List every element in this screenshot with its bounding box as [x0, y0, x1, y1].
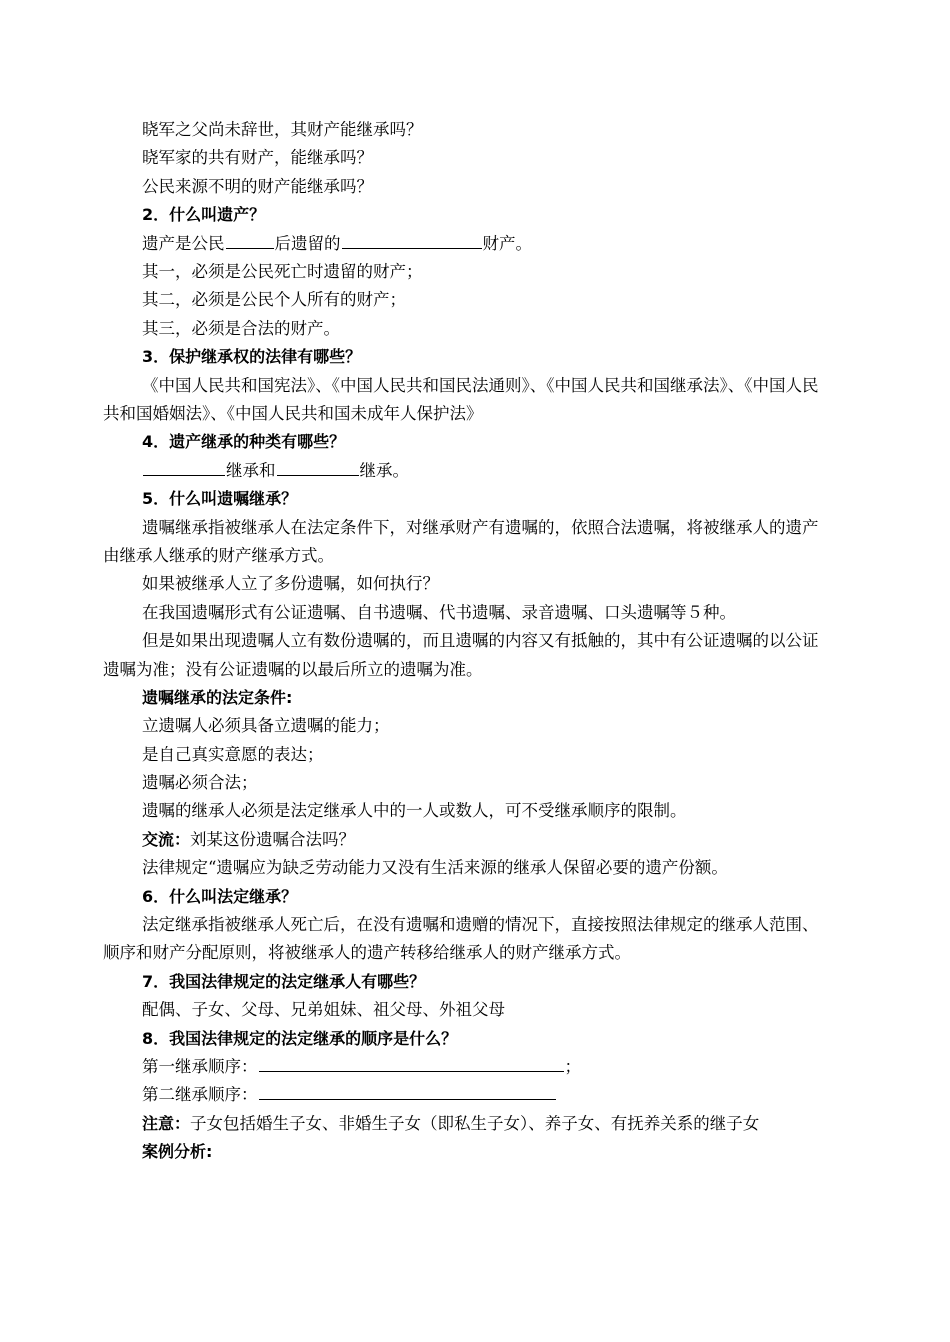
section-heading: 4．遗产继承的种类有哪些？: [142, 432, 346, 452]
section-heading: 7．我国法律规定的法定继承人有哪些？: [142, 971, 426, 991]
text-fragment: 第一继承顺序：: [142, 1057, 258, 1077]
text-fragment: 遗产是公民: [142, 233, 225, 253]
question-line: 公民来源不明的财产能继承吗？: [142, 176, 373, 196]
subheading: 案例分析:: [142, 1142, 213, 1162]
note-paragraph: [103, 1110, 833, 1138]
fill-blank[interactable]: [259, 1053, 564, 1072]
section-heading: 3．保护继承权的法律有哪些？: [142, 347, 362, 367]
fill-blank[interactable]: [342, 230, 482, 249]
paragraph: 配偶、子女、父母、兄弟姐妹、祖父母、外祖父母: [142, 1000, 505, 1020]
fill-in-kinds: [103, 457, 833, 485]
label: 注意：: [142, 1113, 191, 1133]
fill-blank[interactable]: [226, 230, 274, 249]
fill-blank[interactable]: [259, 1081, 556, 1100]
section-heading: 2．什么叫遗产？: [142, 205, 266, 225]
fill-blank[interactable]: [143, 457, 225, 476]
exchange-line: [103, 826, 833, 854]
paragraph: 法定继承指被继承人死亡后，在没有遗嘱和遗赠的情况下，直接按照法律规定的继承人范围、顺序和财产分配原则，将被继承人的遗产转移给继承人的财产继承方式。: [103, 915, 819, 963]
list-item: 立遗嘱人必须具备立遗嘱的能力；: [142, 716, 390, 736]
fill-in-order-2: [103, 1081, 833, 1109]
paragraph: 如果被继承人立了多份遗嘱，如何执行？: [142, 574, 439, 594]
text-fragment: 第二继承顺序：: [142, 1085, 258, 1105]
law-list-paragraph: 《中国人民共和国宪法》、《中国人民共和国民法通则》、《中国人民共和国继承法》、《中国人民共和国婚姻法》、《中国人民共和国未成年人保护法》: [103, 375, 819, 423]
list-item: 其一，必须是公民死亡时遗留的财产；: [142, 261, 423, 281]
text-fragment: ；: [564, 1057, 581, 1077]
section-heading: 6．什么叫法定继承？: [142, 886, 298, 906]
question-line: 晓军家的共有财产，能继承吗？: [142, 148, 373, 168]
list-item: 其三，必须是合法的财产。: [142, 318, 340, 338]
text-fragment: 刘某这份遗嘱合法吗？: [190, 829, 356, 849]
list-item: 是自己真实意愿的表达；: [142, 744, 324, 764]
list-item: 遗嘱必须合法；: [142, 773, 258, 793]
fill-in-order-1: [103, 1053, 833, 1081]
paragraph: 但是如果出现遗嘱人立有数份遗嘱的，而且遗嘱的内容又有抵触的，其中有公证遗嘱的以公证遗嘱为准；没有公证遗嘱的以最后所立的遗嘱为准。: [103, 631, 819, 679]
paragraph: 遗嘱继承指被继承人在法定条件下，对继承财产有遗嘱的，依照合法遗嘱，将被继承人的遗产由继承人继承的财产继承方式。: [103, 517, 819, 565]
section-heading: 8．我国法律规定的法定继承的顺序是什么？: [142, 1028, 458, 1048]
text-fragment: 继承和: [226, 460, 276, 480]
fill-blank[interactable]: [277, 457, 359, 476]
fill-in-definition: [103, 230, 833, 258]
document-page: [103, 116, 833, 1167]
list-item: 其二，必须是公民个人所有的财产；: [142, 290, 406, 310]
label: 交流：: [142, 829, 191, 849]
paragraph: 在我国遗嘱形式有公证遗嘱、自书遗嘱、代书遗嘱、录音遗嘱、口头遗嘱等５种。: [142, 602, 736, 622]
list-item: 遗嘱的继承人必须是法定继承人中的一人或数人，可不受继承顺序的限制。: [142, 801, 687, 821]
paragraph: 法律规定“遗嘱应为缺乏劳动能力又没有生活来源的继承人保留必要的遗产份额。: [142, 858, 728, 878]
text-fragment: 继承。: [359, 460, 409, 480]
question-line: 晓军之父尚未辞世，其财产能继承吗？: [142, 120, 423, 139]
subheading: 遗嘱继承的法定条件:: [142, 687, 293, 707]
text-fragment: 后遗留的: [274, 233, 341, 253]
text-fragment: 财产。: [482, 233, 532, 253]
text-fragment: 子女包括婚生子女、非婚生子女（即私生子女）、养子女、有抚养关系的继子女: [190, 1113, 760, 1133]
section-heading: 5．什么叫遗嘱继承？: [142, 489, 298, 509]
